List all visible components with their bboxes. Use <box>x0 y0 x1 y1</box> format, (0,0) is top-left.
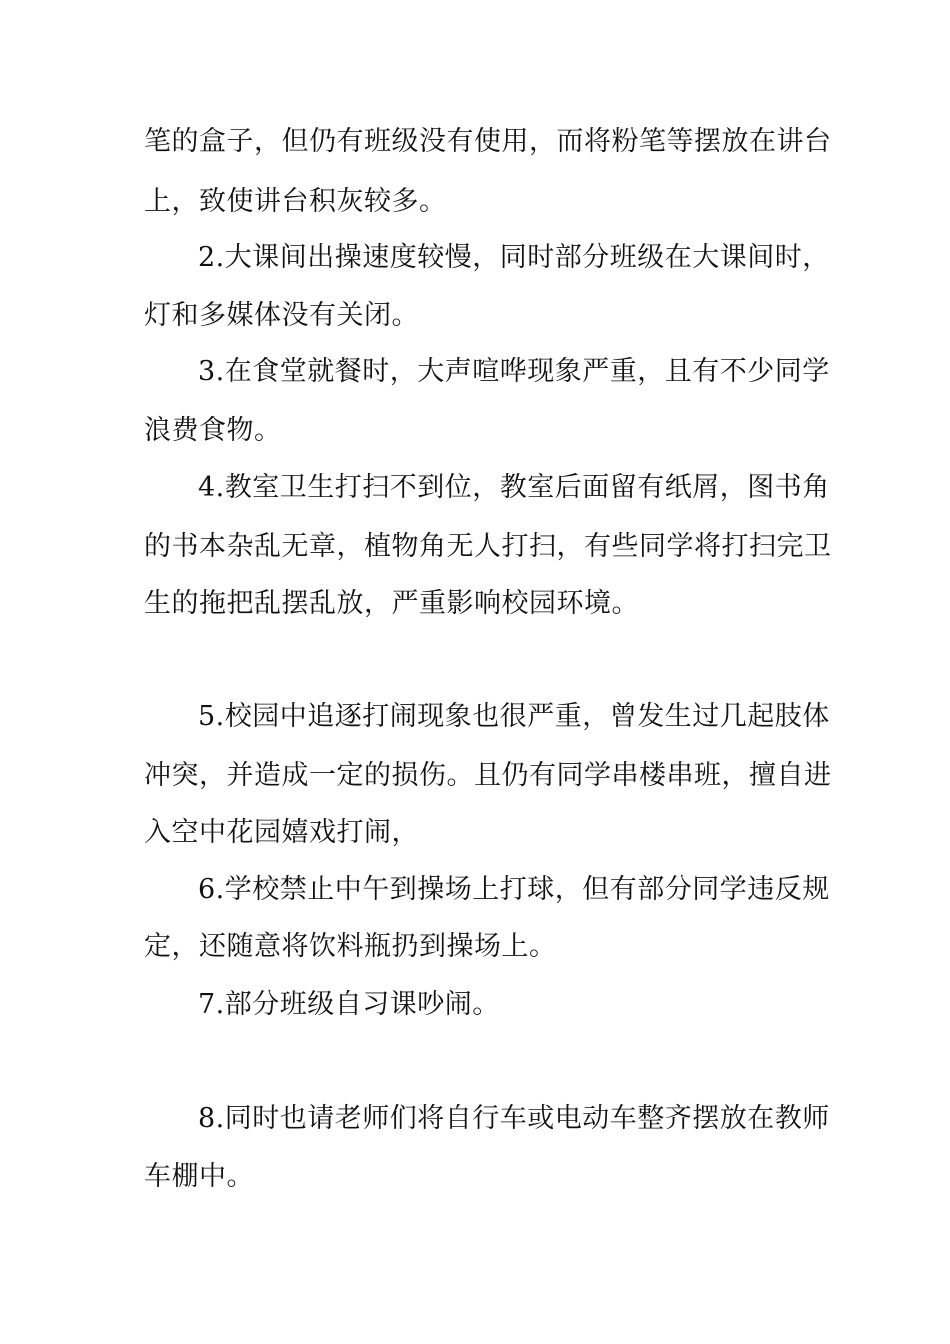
list-item-6: 6.学校禁止中午到操场上打球，但有部分同学违反规 <box>198 874 830 905</box>
text-line: 上，致使讲台积灰较多。 <box>144 186 447 217</box>
list-item-2: 2.大课间出操速度较慢，同时部分班级在大课间时， <box>198 242 830 273</box>
list-item-5: 5.校园中追逐打闹现象也很严重，曾发生过几起肢体 <box>198 701 830 732</box>
text-line: 入空中花园嬉戏打闹， <box>144 817 419 848</box>
text-line: 灯和多媒体没有关闭。 <box>144 300 419 331</box>
text-line: 定，还随意将饮料瓶扔到操场上。 <box>144 931 557 962</box>
list-item-8: 8.同时也请老师们将自行车或电动车整齐摆放在教师 <box>198 1103 830 1134</box>
text-line: 车棚中。 <box>144 1161 254 1192</box>
text-line: 浪费食物。 <box>144 415 282 446</box>
list-item-7: 7.部分班级自习课吵闹。 <box>198 989 500 1020</box>
text-line: 冲突，并造成一定的损伤。且仍有同学串楼串班，擅自进 <box>144 760 832 791</box>
list-item-4: 4.教室卫生打扫不到位，教室后面留有纸屑，图书角 <box>198 472 830 503</box>
text-line: 笔的盒子，但仍有班级没有使用，而将粉笔等摆放在讲台 <box>144 126 832 157</box>
text-line: 生的拖把乱摆乱放，严重影响校园环境。 <box>144 588 639 619</box>
list-item-3: 3.在食堂就餐时，大声喧哗现象严重，且有不少同学 <box>198 356 830 387</box>
text-line: 的书本杂乱无章，植物角无人打扫，有些同学将打扫完卫 <box>144 531 832 562</box>
